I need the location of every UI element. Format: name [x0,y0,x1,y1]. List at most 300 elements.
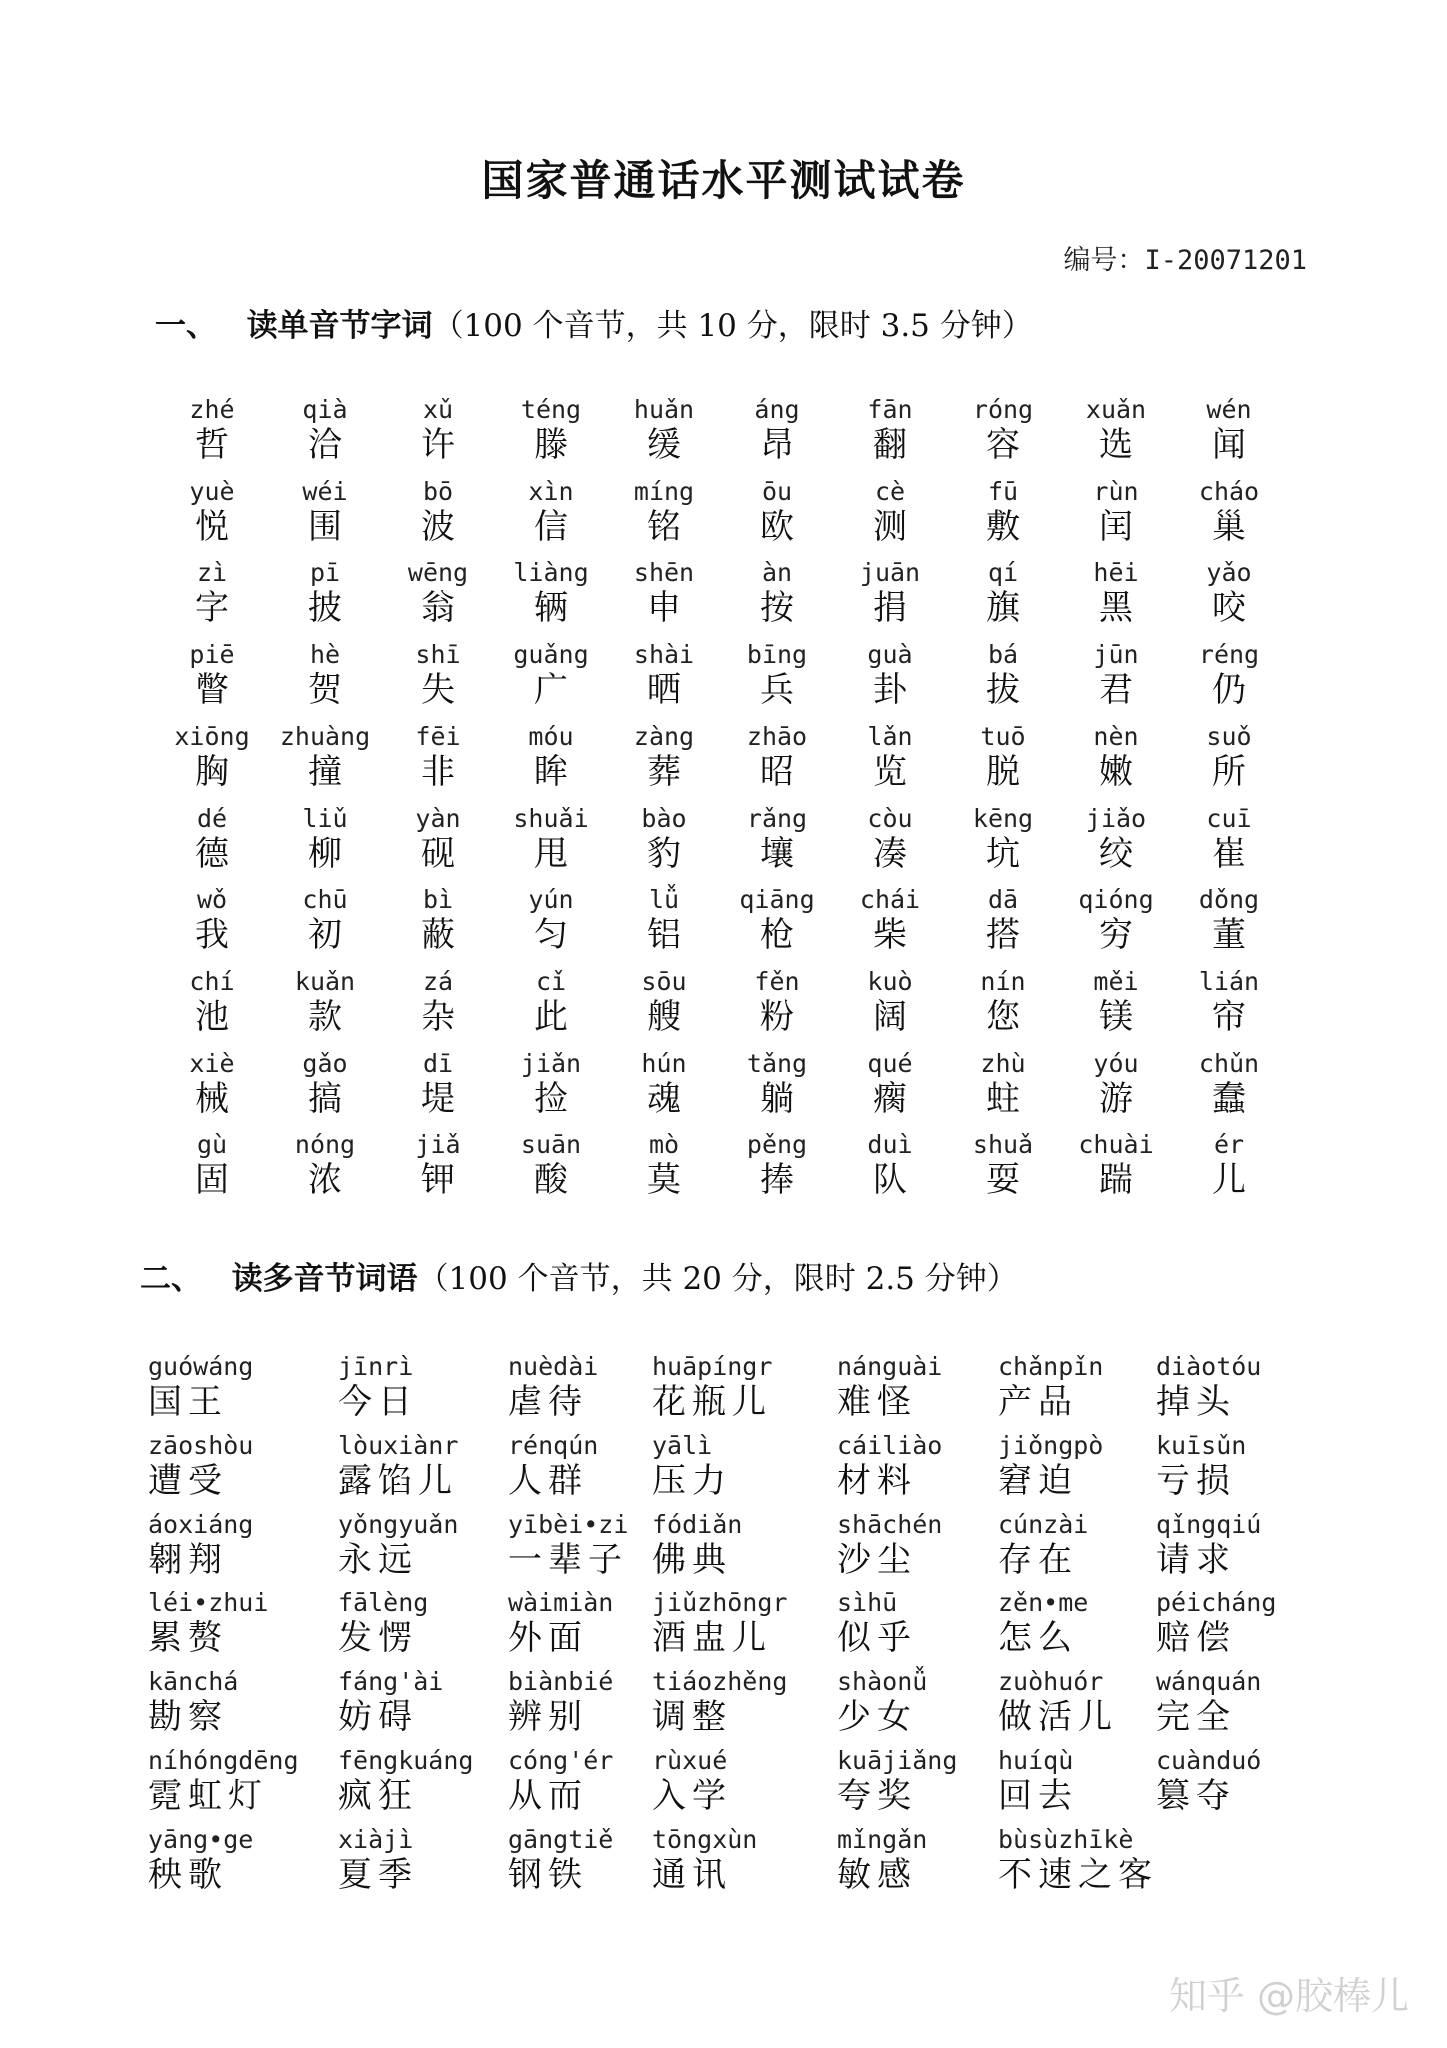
pinyin: liàng [513,558,589,588]
pinyin: zāoshòu [148,1430,254,1460]
hanzi: 辆 [534,588,568,629]
document-title: 国家普通话水平测试试卷 [481,156,966,205]
hanzi: 君 [1099,670,1133,711]
pinyin: dī [422,1048,454,1078]
pinyin: jiǒngpò [998,1430,1104,1460]
pinyin: bì [422,885,454,915]
hanzi: 镁 [1099,996,1133,1037]
syllable-cell [486,1049,616,1119]
hanzi: 翁 [421,588,455,629]
pinyin: rùxué [652,1746,728,1775]
pinyin: fēi [415,721,461,751]
hanzi: 闻 [1212,425,1246,465]
hanzi: 兵 [760,670,794,711]
word: 通讯 [652,1854,732,1895]
hanzi: 撞 [308,751,342,792]
word-cell [998,1825,1188,1895]
syllable-cell [712,1049,842,1119]
syllable-cell [1164,1130,1294,1200]
word: 产品 [998,1382,1078,1422]
pinyin: chū [302,885,348,915]
pinyin: shài [633,640,695,670]
hanzi: 拔 [986,670,1020,711]
pinyin: dé [196,803,228,833]
pinyin: juān [859,558,921,588]
word-cell [652,1667,842,1737]
hanzi: 游 [1099,1078,1133,1119]
word: 敏感 [837,1854,917,1895]
syllable-cell [599,722,729,792]
syllable-cell [260,558,390,628]
section-1-note: （100 个音节，共 10 分，限时 3.5 分钟） [432,308,1033,344]
hanzi: 贺 [308,670,342,711]
pinyin: tǎng [746,1048,808,1078]
syllable-cell [373,1049,503,1119]
pinyin: fáng'ài [338,1667,444,1697]
hanzi: 敷 [986,506,1020,547]
word: 材料 [837,1460,917,1501]
hanzi: 阔 [873,996,907,1037]
word-cell [1156,1352,1346,1422]
syllable-cell [147,1049,277,1119]
hanzi: 嫩 [1099,751,1133,792]
hanzi: 脱 [986,751,1020,792]
word: 亏损 [1156,1460,1236,1501]
pinyin: guǎng [513,640,589,670]
hanzi: 昂 [760,425,794,465]
pinyin: lián [1198,966,1260,996]
syllable-cell [373,967,503,1037]
pinyin: yàn [415,803,461,833]
syllable-cell [825,967,955,1037]
section-2-heading: 读多音节词语 [231,1261,418,1297]
word-cell [148,1588,338,1658]
syllable-cell [825,395,955,465]
pinyin: hè [309,640,341,670]
hanzi: 葬 [647,751,681,792]
hanzi: 此 [534,996,568,1037]
hanzi: 瘸 [873,1078,907,1119]
syllable-cell [599,1049,729,1119]
hanzi: 初 [308,915,342,956]
pinyin: ōu [761,476,793,506]
syllable-cell [486,640,616,710]
word: 做活儿 [998,1697,1118,1738]
hanzi: 艘 [647,996,681,1037]
pinyin: zàng [633,721,695,751]
hanzi: 选 [1099,425,1133,465]
pinyin: xìn [528,476,574,506]
hanzi: 仍 [1212,670,1246,711]
pinyin: sōu [641,966,687,996]
syllable-cell [825,558,955,628]
word-cell [652,1431,842,1501]
pinyin: yún [528,885,574,915]
pinyin: rùn [1093,476,1139,506]
word-cell [652,1352,842,1422]
syllable-cell [373,722,503,792]
pinyin: fān [867,395,913,424]
hanzi: 缓 [647,425,681,465]
pinyin: xuǎn [1085,395,1147,424]
pinyin: zhù [980,1048,1026,1078]
pinyin: nóng [294,1130,356,1160]
pinyin: léi•zhui [148,1588,269,1618]
word-cell [338,1825,528,1895]
pinyin: chí [189,966,235,996]
hanzi: 浓 [308,1160,342,1201]
word-cell [148,1352,338,1422]
syllable-cell [825,804,955,874]
hanzi: 儿 [1212,1160,1246,1201]
pinyin: jiǎ [415,1130,461,1160]
section-2-number: 二、 [140,1261,202,1297]
syllable-cell [373,1130,503,1200]
pinyin: piē [189,640,235,670]
pinyin: áng [754,395,800,424]
hanzi: 卦 [873,670,907,711]
syllable-cell [938,558,1068,628]
word: 似乎 [837,1618,917,1659]
word: 今日 [338,1382,418,1422]
hanzi: 酸 [534,1160,568,1201]
pinyin: biànbié [508,1667,614,1697]
pinyin: shī [415,640,461,670]
syllable-cell [712,804,842,874]
pinyin: jiǎo [1085,803,1147,833]
hanzi: 捡 [534,1078,568,1119]
syllable-cell [712,885,842,955]
word: 请求 [1156,1539,1236,1580]
hanzi: 捐 [873,588,907,629]
hanzi: 滕 [534,425,568,465]
word: 钢铁 [508,1854,588,1895]
pinyin: kēng [972,803,1034,833]
pinyin: duì [867,1130,913,1160]
hanzi: 械 [195,1078,229,1119]
pinyin: jīnrì [338,1352,414,1381]
word: 不速之客 [998,1854,1158,1895]
pinyin: dā [987,885,1019,915]
hanzi: 壤 [760,833,794,874]
pinyin: wén [1206,395,1252,424]
hanzi: 柳 [308,833,342,874]
hanzi: 搞 [308,1078,342,1119]
pinyin: chái [859,885,921,915]
pinyin: qí [987,558,1019,588]
hanzi: 翻 [873,425,907,465]
hanzi: 非 [421,751,455,792]
word: 赔偿 [1156,1618,1236,1659]
syllable-cell [373,804,503,874]
hanzi: 固 [195,1160,229,1201]
pinyin: xǔ [422,395,454,424]
word: 回去 [998,1776,1078,1816]
syllable-cell [938,804,1068,874]
pinyin: bō [422,476,454,506]
word: 沙尘 [837,1539,917,1580]
word: 压力 [652,1460,732,1501]
pinyin: àn [761,558,793,588]
word-cell [338,1431,528,1501]
pinyin: cúnzài [998,1509,1089,1539]
pinyin: kānchá [148,1667,239,1697]
syllable-cell [825,640,955,710]
hanzi: 捧 [760,1160,794,1201]
pinyin: suǒ [1206,721,1252,751]
hanzi: 匀 [534,915,568,956]
hanzi: 广 [534,670,568,711]
word: 完全 [1156,1697,1236,1738]
syllable-cell [1051,722,1181,792]
syllable-cell [260,722,390,792]
word: 掉头 [1156,1382,1236,1422]
pinyin: xiàjì [338,1824,414,1854]
pinyin: ér [1213,1130,1245,1160]
word-cell [652,1510,842,1580]
pinyin: fódiǎn [652,1509,743,1539]
syllable-cell [825,1130,955,1200]
pinyin: diàotóu [1156,1352,1262,1381]
pinyin: mǐngǎn [837,1824,928,1854]
pinyin: shēn [633,558,695,588]
syllable-cell [486,722,616,792]
word-cell [338,1746,528,1816]
pinyin: liǔ [302,803,348,833]
word-cell [148,1667,338,1737]
syllable-cell [938,885,1068,955]
hanzi: 围 [308,506,342,547]
pinyin: cháo [1198,476,1260,506]
pinyin: pěng [746,1130,808,1160]
serial-number [1063,238,1307,277]
pinyin: guówáng [148,1352,254,1381]
pinyin: gāngtiě [508,1824,614,1854]
hanzi: 德 [195,833,229,874]
syllable-cell [260,885,390,955]
hanzi: 甩 [534,833,568,874]
syllable-cell [938,722,1068,792]
pinyin: fěn [754,966,800,996]
hanzi: 莫 [647,1160,681,1201]
syllable-cell [1051,640,1181,710]
syllable-cell [1164,967,1294,1037]
word: 永远 [338,1539,418,1580]
syllable-cell [147,885,277,955]
syllable-cell [1164,558,1294,628]
word: 花瓶儿 [652,1382,772,1422]
syllable-cell [486,885,616,955]
word: 一辈子 [508,1539,628,1580]
pinyin: nuèdài [508,1352,599,1381]
syllable-cell [825,722,955,792]
pinyin: kuò [867,966,913,996]
hanzi: 波 [421,506,455,547]
hanzi: 粉 [760,996,794,1037]
pinyin: chuài [1078,1130,1154,1160]
hanzi: 眸 [534,751,568,792]
hanzi: 按 [760,588,794,629]
hanzi: 躺 [760,1078,794,1119]
syllable-cell [599,640,729,710]
word: 窘迫 [998,1460,1078,1501]
hanzi: 许 [421,425,455,465]
syllable-cell [825,477,955,547]
pinyin: tōngxùn [652,1824,758,1854]
syllable-cell [260,1130,390,1200]
word: 国王 [148,1382,228,1422]
hanzi: 旗 [986,588,1020,629]
hanzi: 哲 [195,425,229,465]
hanzi: 铭 [647,506,681,547]
hanzi: 蔽 [421,915,455,956]
pinyin: tuō [980,721,1026,751]
pinyin: yāng•ge [148,1824,254,1854]
syllable-cell [712,1130,842,1200]
word-cell [652,1588,842,1658]
section-1-header [155,300,1033,345]
syllable-cell [486,1130,616,1200]
syllable-cell [1164,1049,1294,1119]
hanzi: 豹 [647,833,681,874]
syllable-cell [147,967,277,1037]
word: 遭受 [148,1460,228,1501]
syllable-cell [373,395,503,465]
pinyin: jiǎn [520,1048,582,1078]
pinyin: qiāng [739,885,815,915]
pinyin: lòuxiànr [338,1430,459,1460]
pinyin: zěn•me [998,1588,1089,1618]
pinyin: cè [874,476,906,506]
pinyin: bīng [746,640,808,670]
hanzi: 悦 [195,506,229,547]
hanzi: 瞥 [195,670,229,711]
syllable-cell [147,1130,277,1200]
syllable-cell [1051,558,1181,628]
syllable-cell [1051,804,1181,874]
pinyin: téng [520,395,582,424]
hanzi: 黑 [1099,588,1133,629]
pinyin: guà [867,640,913,670]
syllable-cell [1051,967,1181,1037]
word-cell [652,1746,842,1816]
pinyin: rénqún [508,1430,599,1460]
hanzi: 池 [195,996,229,1037]
word: 夏季 [338,1854,418,1895]
syllable-cell [938,967,1068,1037]
pinyin: lǚ [648,885,680,915]
syllable-cell [147,640,277,710]
word: 露馅儿 [338,1460,458,1501]
pinyin: hún [641,1048,687,1078]
pinyin: cuànduó [1156,1746,1262,1775]
syllable-cell [712,395,842,465]
hanzi: 咬 [1212,588,1246,629]
word: 从而 [508,1776,588,1816]
syllable-cell [373,558,503,628]
syllable-cell [825,1049,955,1119]
hanzi: 容 [986,425,1020,465]
pinyin: gǎo [302,1048,348,1078]
pinyin: huāpíngr [652,1352,773,1381]
pinyin: hēi [1093,558,1139,588]
syllable-cell [1164,395,1294,465]
hanzi: 砚 [421,833,455,874]
pinyin: móu [528,721,574,751]
pinyin: bào [641,803,687,833]
word: 难怪 [837,1382,917,1422]
hanzi: 队 [873,1160,907,1201]
pinyin: yǒngyuǎn [338,1509,459,1539]
word: 怎么 [998,1618,1078,1659]
hanzi: 绞 [1099,833,1133,874]
pinyin: còu [867,803,913,833]
hanzi: 钾 [421,1160,455,1201]
syllable-cell [260,640,390,710]
word: 酒盅儿 [652,1618,772,1659]
hanzi: 我 [195,915,229,956]
pinyin: huíqù [998,1746,1074,1775]
hanzi: 铝 [647,915,681,956]
hanzi: 闰 [1099,506,1133,547]
pinyin: tiáozhěng [652,1667,788,1697]
pinyin: yǎo [1206,558,1252,588]
pinyin: dǒng [1198,885,1260,915]
pinyin: cáiliào [837,1430,943,1460]
syllable-cell [486,558,616,628]
pinyin: yālì [652,1430,713,1460]
pinyin: rǎng [746,803,808,833]
word-cell [1156,1667,1346,1737]
syllable-cell [712,722,842,792]
pinyin: pī [309,558,341,588]
syllable-cell [712,477,842,547]
word: 篡夺 [1156,1776,1236,1816]
pinyin: shuǎi [513,803,589,833]
pinyin: cǐ [535,966,567,996]
pinyin: shuǎ [972,1130,1034,1160]
syllable-cell [599,804,729,874]
pinyin: róng [972,395,1034,424]
word-cell [1156,1588,1346,1658]
syllable-cell [938,1130,1068,1200]
pinyin: shāchén [837,1509,943,1539]
pinyin: huǎn [633,395,695,424]
pinyin: nánguài [837,1352,943,1381]
pinyin: wēng [407,558,469,588]
pinyin: yībèi•zi [508,1509,629,1539]
pinyin: níhóngdēng [148,1746,299,1775]
word-cell [148,1746,338,1816]
pinyin: cóng'ér [508,1746,614,1775]
pinyin: zuòhuór [998,1667,1104,1697]
syllable-cell [1164,640,1294,710]
pinyin: yóu [1093,1048,1139,1078]
hanzi: 枪 [760,915,794,956]
pinyin: gù [196,1130,228,1160]
pinyin: xiè [189,1048,235,1078]
pinyin: fū [987,476,1019,506]
syllable-cell [599,967,729,1037]
hanzi: 蛀 [986,1078,1020,1119]
pinyin: nèn [1093,721,1139,751]
syllable-cell [1164,885,1294,955]
section-2-header [140,1253,1018,1298]
pinyin: jūn [1093,640,1139,670]
pinyin: fēngkuáng [338,1746,474,1775]
syllable-cell [260,1049,390,1119]
word: 人群 [508,1460,588,1501]
